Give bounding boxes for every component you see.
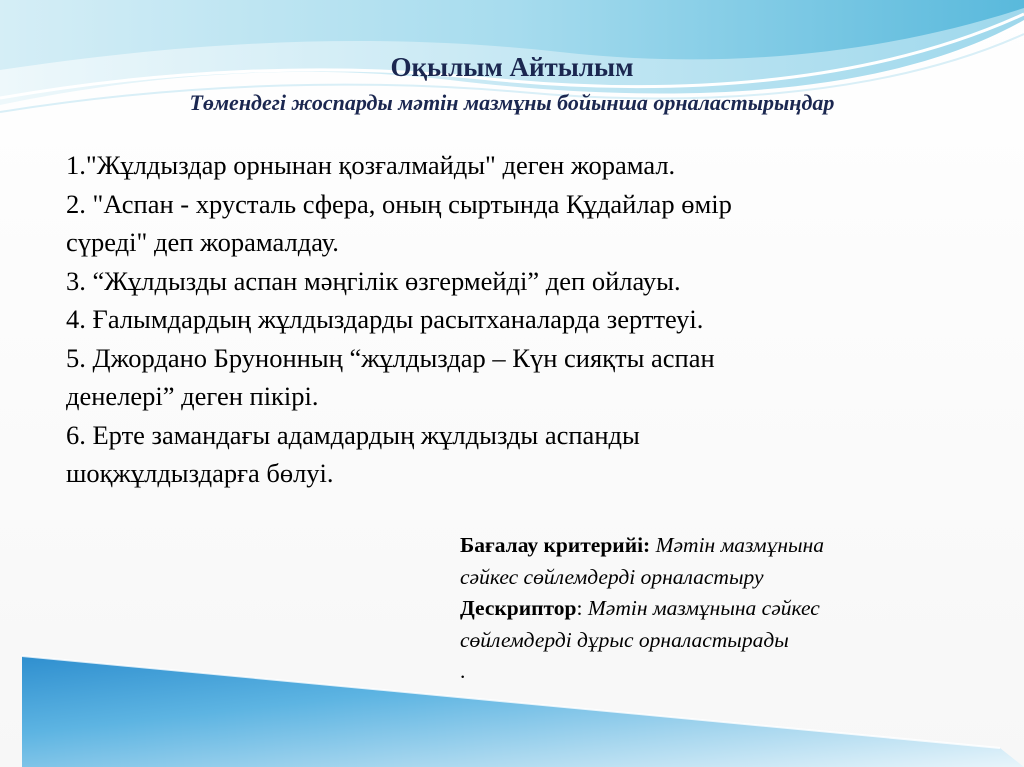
slide-title: Оқылым Айтылым xyxy=(390,52,634,82)
plan-item-line: сүреді" деп жорамалдау. xyxy=(66,227,339,257)
plan-item-line: 2. "Аспан - хрусталь сфера, оның сыртында Құдайлар өмір xyxy=(66,188,732,219)
criteria-text-cont: сәйкес сөйлемдерді орналастыру xyxy=(460,564,764,589)
descriptor-line xyxy=(460,593,1000,625)
plan-item-line: шоқжұлдыздарға бөлуі. xyxy=(66,458,334,488)
plan-item-line: денелері” деген пікірі. xyxy=(66,381,319,411)
plan-item-line: 1."Жұлдыздар орнынан қозғалмайды" деген жорамал. xyxy=(66,150,676,180)
plan-item-line: 5. Джордано Брунонның “жұлдыздар – Күн сияқты аспан xyxy=(66,342,715,373)
slide-subtitle: Төмендегі жоспарды мәтін мазмұны бойынша орналастырыңдар xyxy=(189,90,835,115)
criteria-line-1 xyxy=(460,530,1000,562)
plan-item-line: 3. “Жұлдызды аспан мәңгілік өзгермейді” деп ойлауы. xyxy=(66,265,681,296)
descriptor-text-cont: сөйлемдерді дұрыс орналастырады xyxy=(460,627,789,652)
plan-item-line: 4. Ғалымдардың жұлдыздарды расытханаларда зерттеуі. xyxy=(66,304,704,334)
descriptor-label: Дескриптор xyxy=(460,596,577,620)
plan-item-line: 6. Ерте замандағы адамдардың жұлдызды аспанды xyxy=(66,419,640,450)
descriptor-text: Мәтін мазмұнына сәйкес xyxy=(582,596,820,620)
descriptor-colon: : xyxy=(576,596,583,620)
trailing-dot: . xyxy=(460,659,466,683)
criteria-label: Бағалау критерийі: xyxy=(460,533,651,557)
assessment-criteria-block xyxy=(460,530,1000,688)
criteria-text: Мәтін мазмұнына xyxy=(650,533,825,557)
plan-items-list xyxy=(66,146,946,493)
